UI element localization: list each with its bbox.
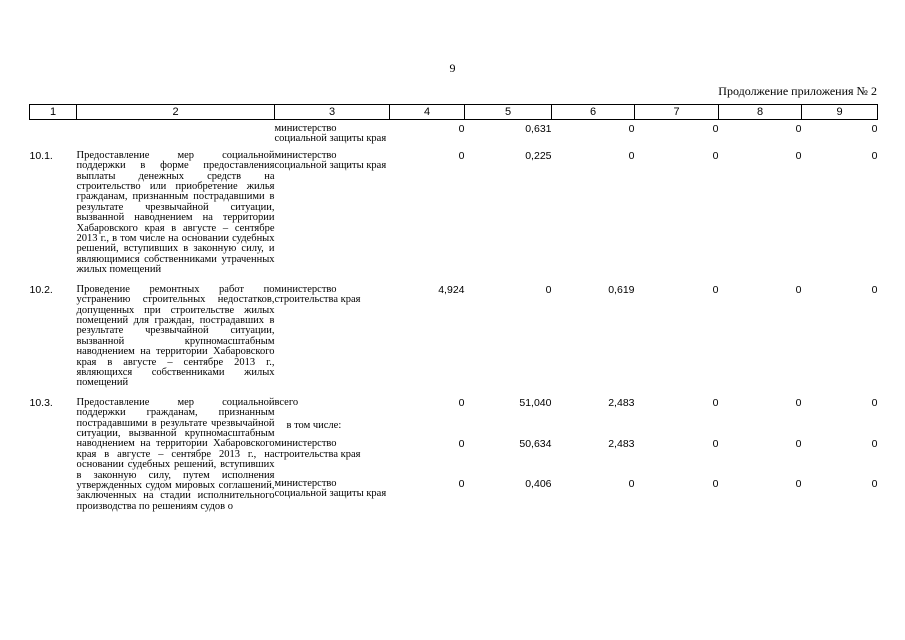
value-col8 <box>719 417 802 433</box>
value-col5: 0 <box>545 283 552 296</box>
row-index: 10.3. <box>29 396 53 409</box>
value-col6 <box>552 417 635 433</box>
row-executor: министерство социальной защиты края <box>274 123 387 145</box>
row-description: Предоставление мер социальной поддержки гражданам, признанным пострадавшими в результате чрезвычайной ситуации, вызванной крупномасштабным наводнением на территории Хабаровского края в августе – сентябре 2013 г., на основании судебных решений, вступивших в законную силу, путем исполнения утвержденных судом мировых соглашений, заключенных на стадии исполнительного производства по решениям судов о <box>76 396 275 512</box>
value-col4: 4,924 <box>438 283 465 296</box>
value-col9: 0 <box>871 477 878 490</box>
value-col8: 0 <box>795 396 802 409</box>
value-col6: 0 <box>628 123 635 135</box>
row-index: 10.1. <box>29 149 53 162</box>
value-col7: 0 <box>712 438 719 451</box>
value-col7 <box>635 417 719 433</box>
col-header-2: 2 <box>77 105 275 120</box>
value-col6: 2,483 <box>608 438 635 451</box>
col-header-4: 4 <box>390 105 465 120</box>
table-row <box>30 120 878 145</box>
value-col6: 0 <box>628 477 635 490</box>
row-executor: министерство строительства края <box>274 283 361 306</box>
value-col7: 0 <box>712 396 719 409</box>
value-col4: 0 <box>458 149 465 162</box>
value-col8: 0 <box>795 438 802 451</box>
col-header-5: 5 <box>465 105 552 120</box>
value-col4: 0 <box>458 477 465 490</box>
table-row <box>30 145 878 276</box>
value-col5: 0,631 <box>525 123 552 135</box>
value-col4: 0 <box>458 123 465 135</box>
row-description: Предоставление мер социальной поддержки в форме предоставления выплаты денежных средств на строительство или приобретение жилья гражданам, признанным пострадавшими в результате чрезвычайной ситуации, вызванной наводнением на территории Хабаровского края в августе – сентябре 2013 г., в том числе на основании судебных решений, вступивших в законную силу, и являющимися собственниками утраченных жилых помещений <box>76 149 275 276</box>
col-header-6: 6 <box>552 105 635 120</box>
table-row <box>30 389 878 418</box>
value-col9: 0 <box>871 438 878 451</box>
row-executor: министерство социальной защиты края <box>274 149 387 172</box>
value-col6: 0 <box>628 149 635 162</box>
value-col5: 51,040 <box>519 396 552 409</box>
value-col5: 0,406 <box>525 477 552 490</box>
page-number: 9 <box>449 61 456 75</box>
value-col8: 0 <box>795 123 802 135</box>
value-col5 <box>465 417 552 433</box>
row-executor: министерство социальной защиты края <box>274 477 387 500</box>
col-header-9: 9 <box>802 105 878 120</box>
row-executor: всего <box>274 396 299 408</box>
appendix-table <box>29 104 878 512</box>
value-col8: 0 <box>795 149 802 162</box>
header-row <box>30 105 878 120</box>
col-header-3: 3 <box>275 105 390 120</box>
row-description: Проведение ремонтных работ по устранению строительных недостатков, допущенных при строительстве жилых помещений для граждан, пострадавших в результате чрезвычайной ситуации, вызванной крупномасштабным наводнением на территории Хабаровского края в августе – сентябре 2013 г., являющихся собственниками жилых помещений <box>76 283 275 389</box>
value-col6: 2,483 <box>608 396 635 409</box>
value-col4: 0 <box>458 396 465 409</box>
value-col8: 0 <box>795 477 802 490</box>
continuation-label: Продолжение приложения № 2 <box>718 84 877 98</box>
value-col9: 0 <box>871 283 878 296</box>
value-col4 <box>390 417 465 433</box>
value-col5: 0,225 <box>525 149 552 162</box>
value-col7: 0 <box>712 123 719 135</box>
value-col8: 0 <box>795 283 802 296</box>
row-executor-subheading: в том числе: <box>286 420 342 432</box>
col-header-1: 1 <box>30 105 77 120</box>
value-col4: 0 <box>458 438 465 451</box>
row-description <box>77 120 275 145</box>
table-row <box>30 276 878 389</box>
row-index: 10.2. <box>29 283 53 296</box>
value-col9: 0 <box>871 396 878 409</box>
value-col7: 0 <box>712 477 719 490</box>
value-col5: 50,634 <box>519 438 552 451</box>
value-col9: 0 <box>871 123 878 135</box>
value-col7: 0 <box>712 283 719 296</box>
row-executor: министерство строительства края <box>274 438 361 460</box>
value-col7: 0 <box>712 149 719 162</box>
col-header-7: 7 <box>635 105 719 120</box>
col-header-8: 8 <box>719 105 802 120</box>
row-index <box>30 120 77 145</box>
value-col9 <box>802 417 878 433</box>
value-col6: 0,619 <box>608 283 635 296</box>
value-col9: 0 <box>871 149 878 162</box>
